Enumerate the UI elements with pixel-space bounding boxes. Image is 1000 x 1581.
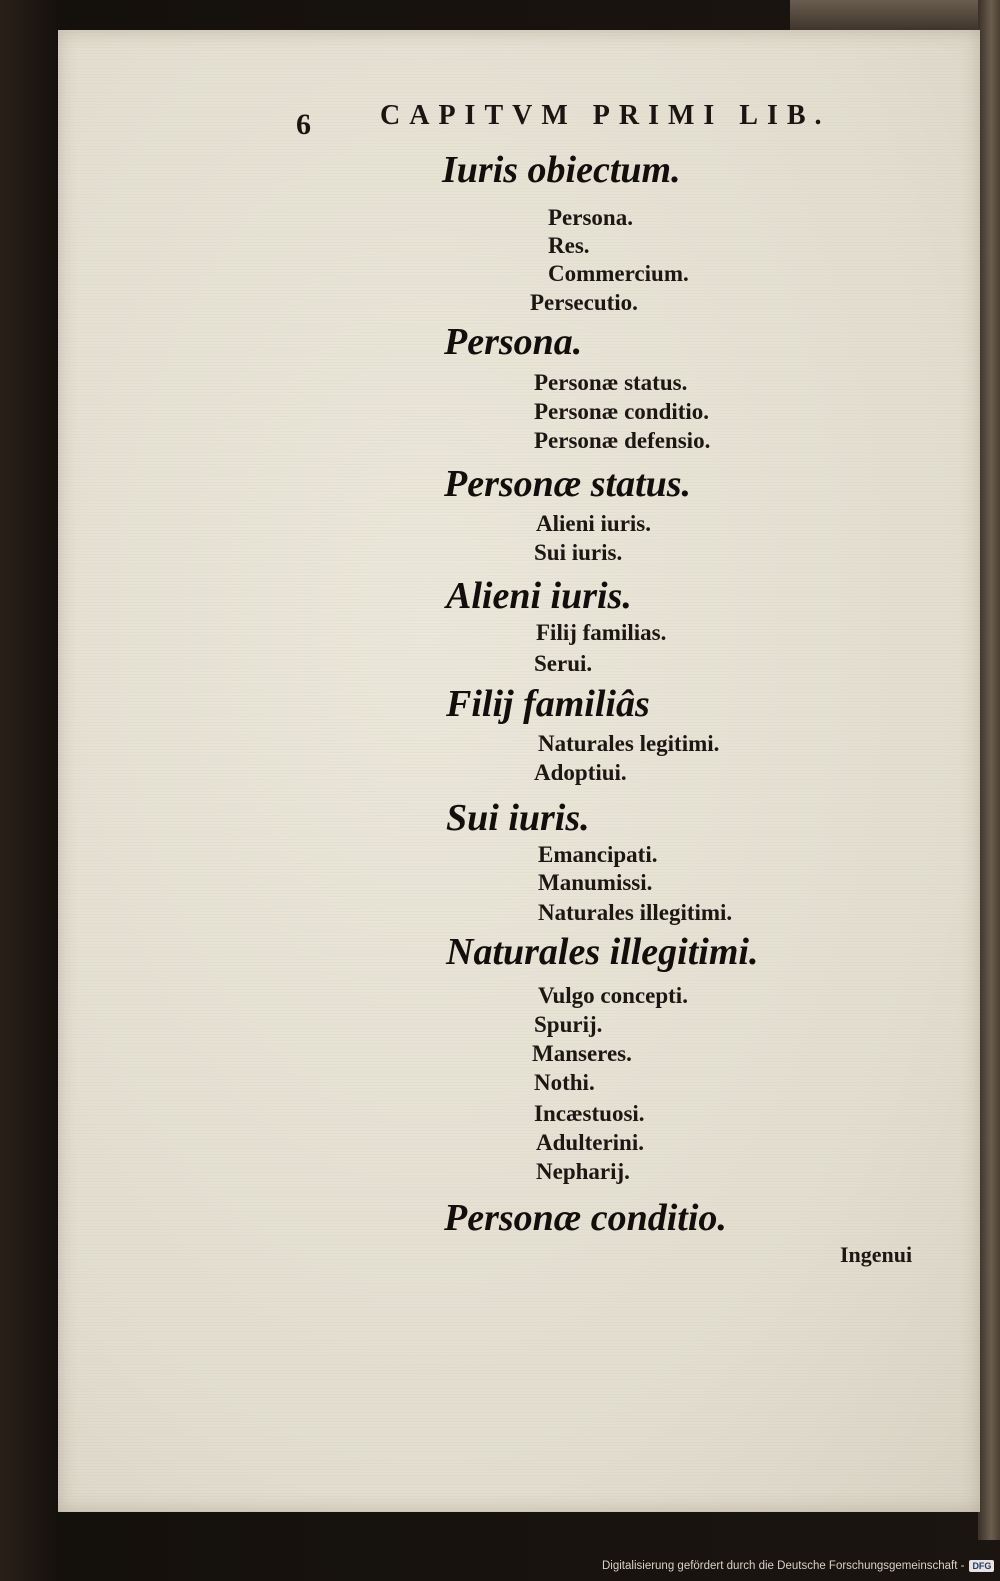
list-item: Commercium. [548,261,689,286]
section-heading: Persona. [444,321,583,363]
page-number: 6 [296,108,311,141]
list-item: Nothi. [534,1070,595,1095]
dfg-logo-icon: DFG [969,1560,994,1572]
list-item: Res. [548,233,590,258]
section-heading: Personæ status. [444,463,692,505]
list-item: Adulterini. [536,1130,644,1155]
list-item: Naturales illegitimi. [538,900,733,925]
list-item: Personæ conditio. [534,399,710,424]
list-item: Naturales legitimi. [538,731,720,756]
section-heading: Filij familiâs [446,683,650,725]
digitization-credit [602,1556,994,1576]
list-item: Emancipati. [538,842,658,867]
list-item: Personæ status. [534,370,688,395]
credit-text: Digitalisierung gefördert durch die Deutsche Forschungsgemeinschaft - [602,1560,965,1572]
catchword: Ingenui [840,1242,913,1267]
running-title: CAPITVM PRIMI LIB. [380,100,831,131]
list-item: Adoptiui. [534,760,627,785]
list-item: Persona. [548,205,633,230]
section-heading: Alieni iuris. [446,575,632,617]
book-edge-top [790,0,1000,34]
list-item: Alieni iuris. [536,511,652,536]
list-item: Vulgo concepti. [538,983,688,1008]
list-item: Filij familias. [536,620,667,645]
list-item: Incæstuosi. [534,1101,645,1126]
list-item: Manumissi. [538,870,653,895]
list-item: Persecutio. [530,290,638,315]
list-item: Sui iuris. [534,540,623,565]
list-item: Nepharij. [536,1159,630,1184]
book-edge-right [978,0,1000,1540]
list-item: Manseres. [532,1041,632,1066]
book-page [58,30,980,1512]
section-heading: Iuris obiectum. [442,149,681,191]
list-item: Serui. [534,651,593,676]
section-heading: Naturales illegitimi. [446,931,759,973]
section-heading: Personæ conditio. [444,1197,727,1239]
list-item: Personæ defensio. [534,428,711,453]
section-heading: Sui iuris. [446,797,590,839]
list-item: Spurij. [534,1012,603,1037]
